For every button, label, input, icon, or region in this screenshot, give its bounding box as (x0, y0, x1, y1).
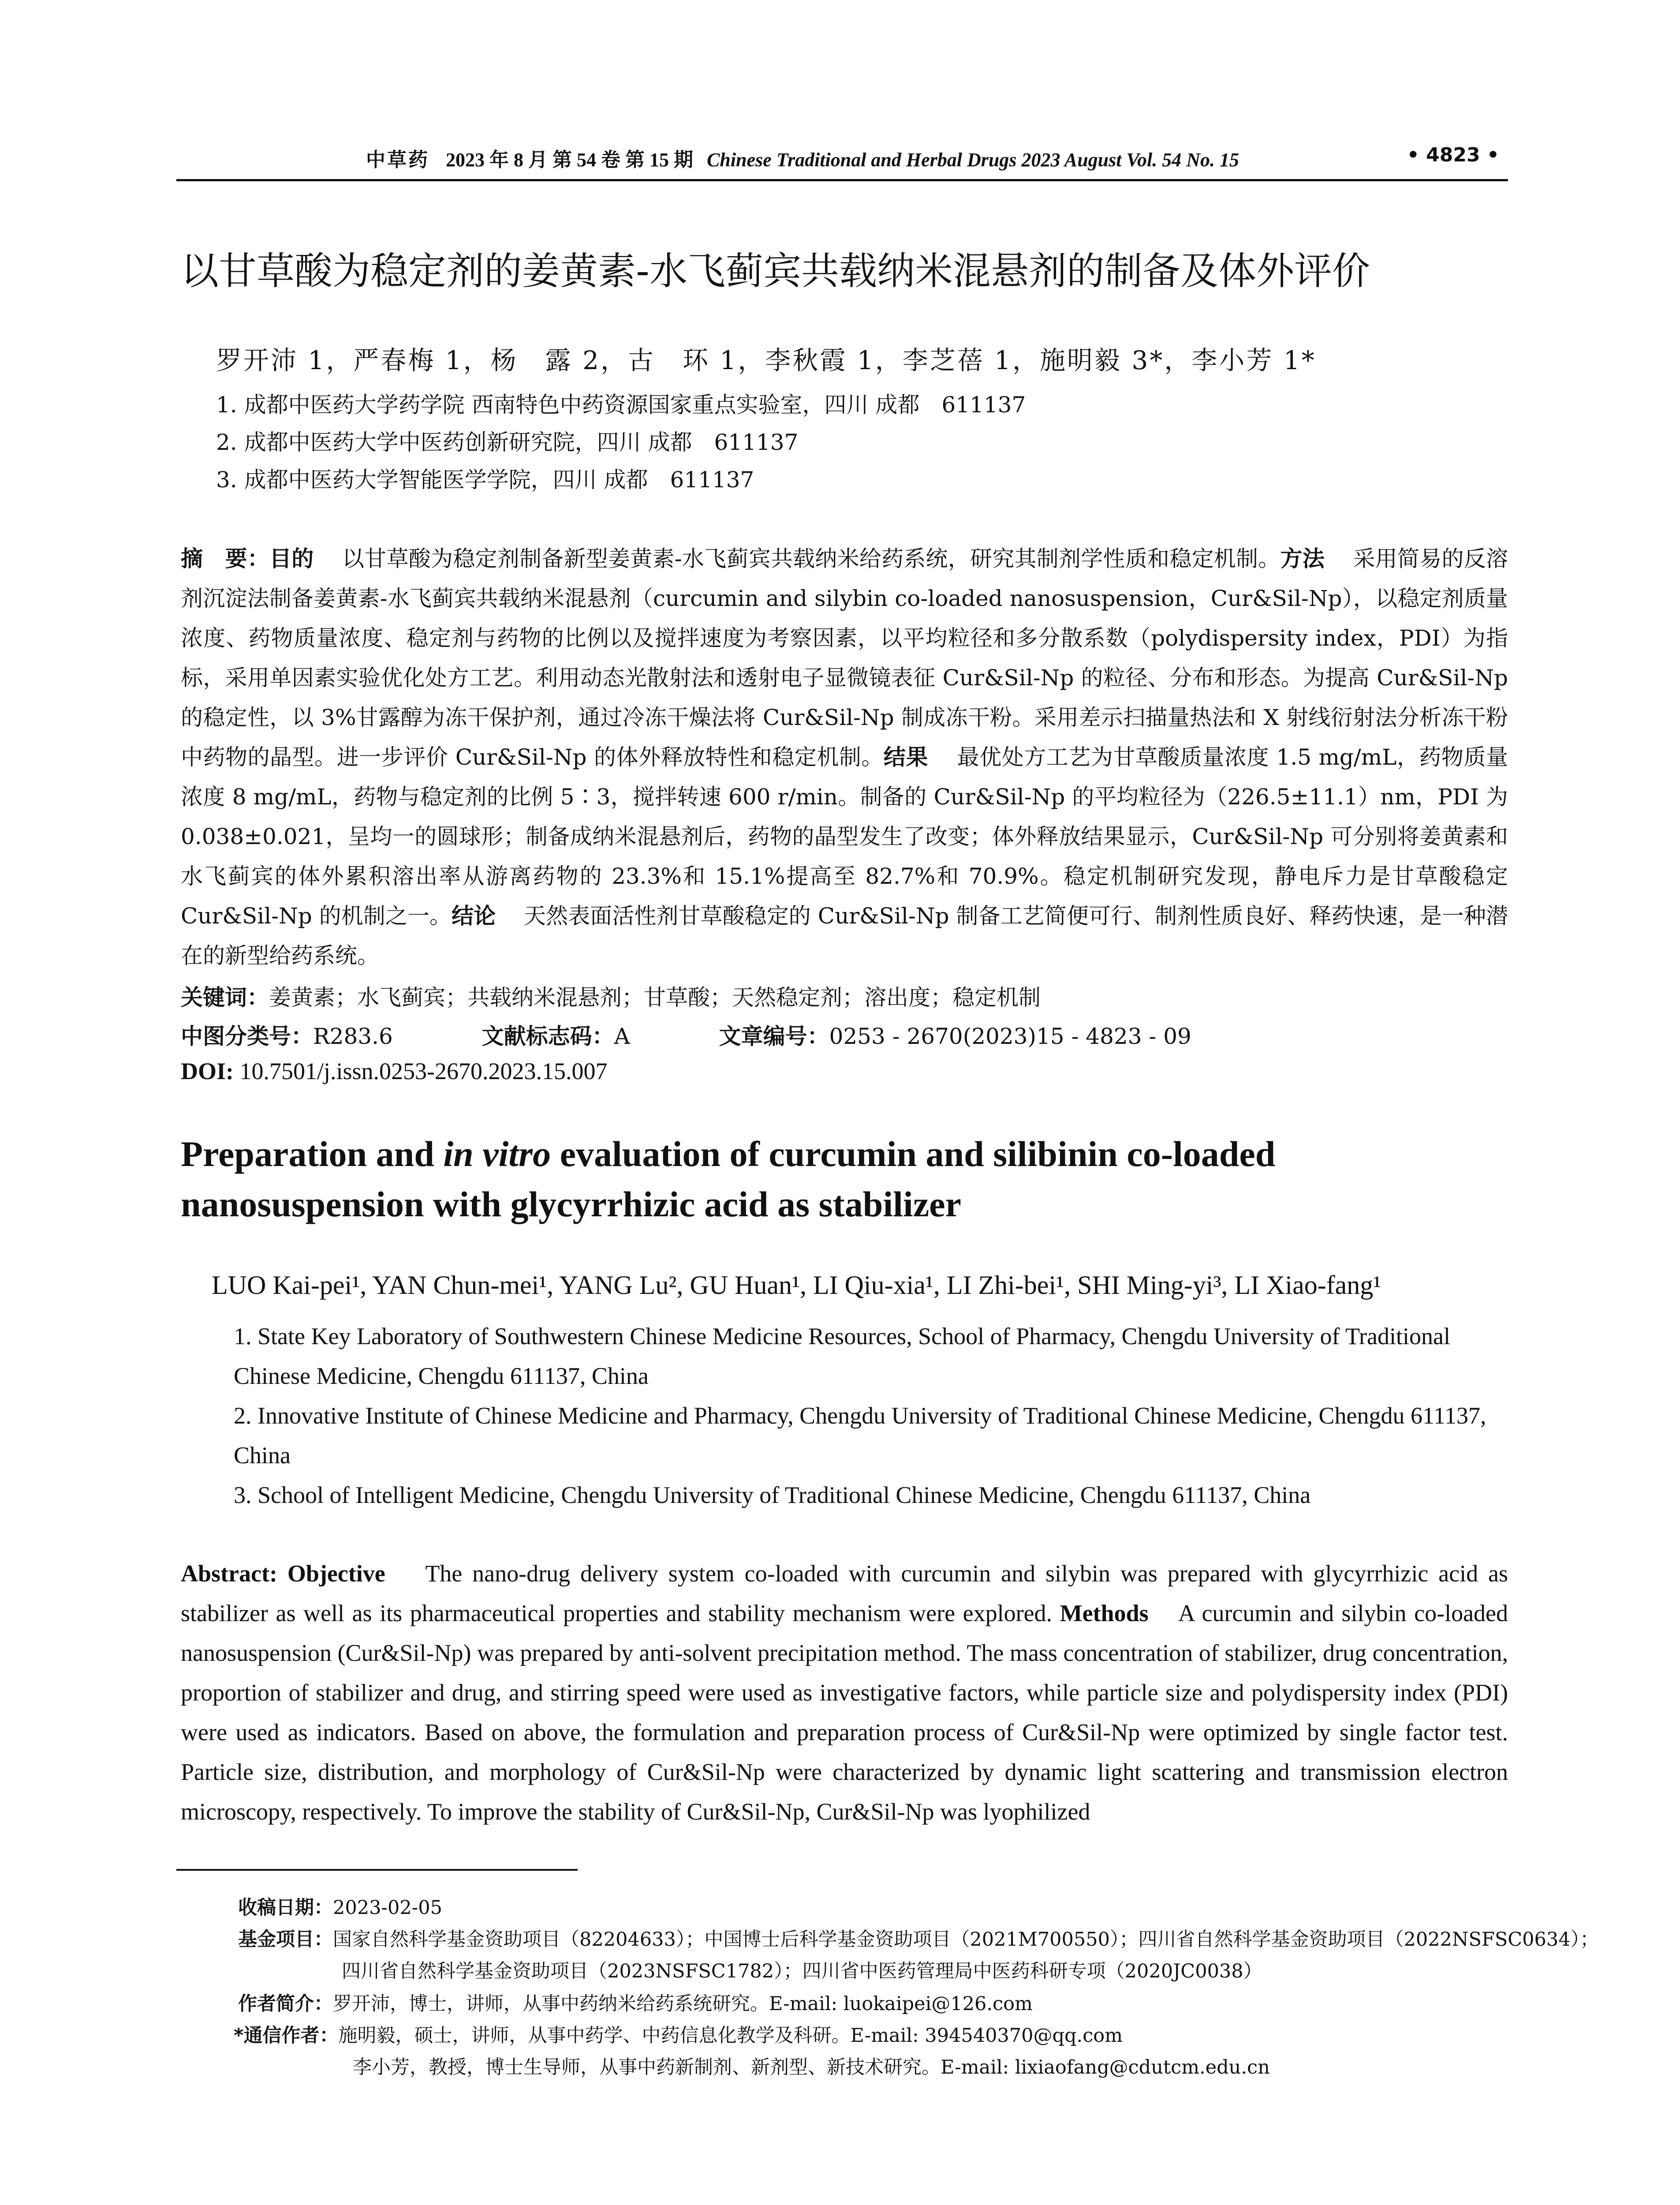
received-label: 收稿日期： (238, 1897, 333, 1919)
cn-issue: 2023 年 8 月 第 54 卷 第 15 期 (446, 149, 693, 171)
author-bio (238, 1988, 1508, 2020)
english-title-part-2: evaluation of curcumin and silibinin co-loaded nanosuspension with glycyrrhizic acid as stabilizer (181, 1134, 1276, 1224)
methods-label-en: Methods (1060, 1600, 1149, 1626)
article-no-label: 文章编号： (719, 1024, 829, 1049)
en-issue: Chinese Traditional and Herbal Drugs 2023 August Vol. 54 No. 15 (707, 149, 1239, 171)
english-title-italic: in vitro (443, 1134, 551, 1174)
corresponding-author-1 (234, 2020, 1504, 2052)
methods-label-cn: 方法 (1280, 546, 1325, 572)
bio-label: 作者简介： (238, 1993, 333, 2015)
keywords-line (181, 980, 1041, 1012)
bio-value: 罗开沛，博士，讲师，从事中药纳米给药系统研究。E-mail: luokaipei@126.com (333, 1993, 1033, 2015)
chinese-affiliation-1: 1. 成都中医药大学药学院 西南特色中药资源国家重点实验室，四川 成都 611137 (216, 392, 1026, 418)
english-title-part-1: Preparation and (181, 1134, 444, 1174)
keywords-text: 姜黄素；水飞蓟宾；共载纳米混悬剂；甘草酸；天然稳定剂；溶出度；稳定机制 (269, 985, 1041, 1010)
results-text-cn: 最优处方工艺为甘草酸质量浓度 1.5 mg/mL，药物质量浓度 8 mg/mL，药物与稳定剂的比例 5∶3，搅拌转速 600 r/min。制备的 Cur&Sil-Np 的平均粒径为（226.5±11.1）nm，PDI 为 0.038±0.021，呈均一的圆球形；制备成纳米混悬剂后，药物的晶型发生了改变；体外释放结果显示，Cur&Sil-Np 可分别将姜黄素和水飞蓟宾的体外累积溶出率从游离药物的 23.3%和 15.1%提高至 82.7%和 70.9%。稳定机制研究发现，静电斥力是甘草酸稳定 Cur&Sil-Np 的机制之一。 (181, 744, 1508, 929)
methods-text-en: A curcumin and silybin co-loaded nanosuspension (Cur&Sil-Np) was prepared by anti-solvent precipitation method. The mass concentration of stabilizer, drug concentration, proportion of stabilizer and drug, and stirring speed were used as investigative factors, while particle size and polydispersity index (PDI) were used as indicators. Based on above, the formulation and preparation process of Cur&Sil-Np were optimized by single factor test. Particle size, distribution, and morphology of Cur&Sil-Np were characterized by dynamic light scattering and transmission electron microscopy, respectively. To improve the stability of Cur&Sil-Np, Cur&Sil-Np was lyophilized (181, 1600, 1508, 1825)
doccode-value: A (614, 1024, 630, 1049)
english-affiliation-3: 3. School of Intelligent Medicine, Chengdu University of Traditional Chinese Medicine, Chengdu 611137, China (234, 1482, 1311, 1508)
clc-value: R283.6 (313, 1024, 393, 1049)
journal-issue-line (366, 144, 1239, 172)
clc-label: 中图分类号： (181, 1024, 313, 1049)
keywords-label: 关键词： (181, 985, 269, 1010)
chinese-abstract (181, 539, 1508, 975)
doi-link[interactable]: 10.7501/j.issn.0253-2670.2023.15.007 (239, 1058, 608, 1084)
footnote-divider (176, 1869, 578, 1871)
methods-text-cn: 采用简易的反溶剂沉淀法制备姜黄素-水飞蓟宾共载纳米混悬剂（curcumin and silybin co-loaded nanosuspension，Cur&Sil-Np），以稳定剂质量浓度、药物质量浓度、稳定剂与药物的比例以及搅拌速度为考察因素，以平均粒径和多分散系数（polydispersity index，PDI）为指标，采用单因素实验优化处方工艺。利用动态光散射法和透射电子显微镜表征 Cur&Sil-Np 的粒径、分布和形态。为提高 Cur&Sil-Np 的稳定性，以 3%甘露醇为冻干保护剂，通过冷冻干燥法将 Cur&Sil-Np 制成冻干粉。采用差示扫描量热法和 X 射线衍射法分析冻干粉中药物的晶型。进一步评价 Cur&Sil-Np 的体外释放特性和稳定机制。 (181, 546, 1508, 770)
chinese-title: 以甘草酸为稳定剂的姜黄素-水飞蓟宾共载纳米混悬剂的制备及体外评价 (181, 249, 1370, 293)
objective-text-cn: 以甘草酸为稳定剂制备新型姜黄素-水飞蓟宾共载纳米给药系统，研究其制剂学性质和稳定机制。 (342, 546, 1281, 572)
fund-label: 基金项目： (238, 1928, 333, 1951)
english-title (181, 1129, 1508, 1230)
received-value: 2023-02-05 (333, 1897, 442, 1919)
running-header (176, 141, 1508, 181)
doccode-label: 文献标志码： (482, 1024, 614, 1049)
english-affiliation-2: 2. Innovative Institute of Chinese Medicine and Pharmacy, Chengdu University of Traditional Chinese Medicine, Chengdu 611137, China (234, 1402, 1486, 1469)
article-no-value: 0253 - 2670(2023)15 - 4823 - 09 (829, 1024, 1191, 1049)
objective-label-cn: 目的 (269, 546, 314, 572)
english-affiliation-1: 1. State Key Laboratory of Southwestern Chinese Medicine Resources, School of Pharmacy, Chengdu University of Traditional Chinese Medicine, Chengdu 611137, China (234, 1323, 1450, 1389)
chinese-affiliation-2: 2. 成都中医药大学中医药创新研究院，四川 成都 611137 (216, 430, 799, 455)
conclusion-label-cn: 结论 (452, 903, 496, 929)
abstract-label-cn: 摘 要： (181, 546, 269, 572)
results-label-cn: 结果 (883, 744, 928, 770)
chinese-affiliation-3: 3. 成都中医药大学智能医学学院，四川 成都 611137 (216, 467, 754, 493)
abstract-objective-label-en: Abstract: Objective (181, 1560, 385, 1587)
classification-line (181, 1019, 1191, 1050)
objective-text-en: The nano-drug delivery system co-loaded with curcumin and silybin was prepared with glycyrrhizic acid as stabilizer as well as its pharmaceutical properties and stability mechanism were explored. (181, 1560, 1508, 1626)
conclusion-text-cn: 天然表面活性剂甘草酸稳定的 Cur&Sil-Np 制备工艺简便可行、制剂性质良好、释药快速，是一种潜在的新型给药系统。 (181, 903, 1508, 968)
chinese-authors: 罗开沛 1，严春梅 1，杨 露 2，古 环 1，李秋霞 1，李芝蓓 1，施明毅 3*，李小芳 1* (216, 345, 1316, 375)
journal-brand: 中草药 (366, 149, 429, 171)
corresponding-author-2: 李小芳，教授，博士生导师，从事中药新制剂、新剂型、新技术研究。E-mail: lixiaofang@cdutcm.edu.cn (353, 2056, 1270, 2078)
page-number: • 4823 • (1407, 144, 1499, 166)
english-authors: LUO Kai-pei¹, YAN Chun-mei¹, YANG Lu², GU Huan¹, LI Qiu-xia¹, LI Zhi-bei¹, SHI Ming-yi³, LI Xiao-fang¹ (212, 1271, 1381, 1300)
doi-line (181, 1058, 608, 1085)
fund-info (238, 1924, 1612, 1987)
fund-value: 国家自然科学基金资助项目（82204633）；中国博士后科学基金资助项目（2021M700550）；四川省自然科学基金资助项目（2022NSFSC0634）；四川省自然科学基金资助项目（2023NSFSC1782）；四川省中医药管理局中医药科研专项（2020JC0038） (333, 1928, 1599, 1982)
corr1-value: 施明毅，硕士，讲师，从事中药学、中药信息化教学及科研。E-mail: 394540370@qq.com (338, 2025, 1123, 2047)
received-date (238, 1892, 1508, 1924)
english-abstract (181, 1554, 1508, 1831)
doi-label: DOI: (181, 1058, 234, 1084)
corr-label: *通信作者： (234, 2025, 339, 2047)
